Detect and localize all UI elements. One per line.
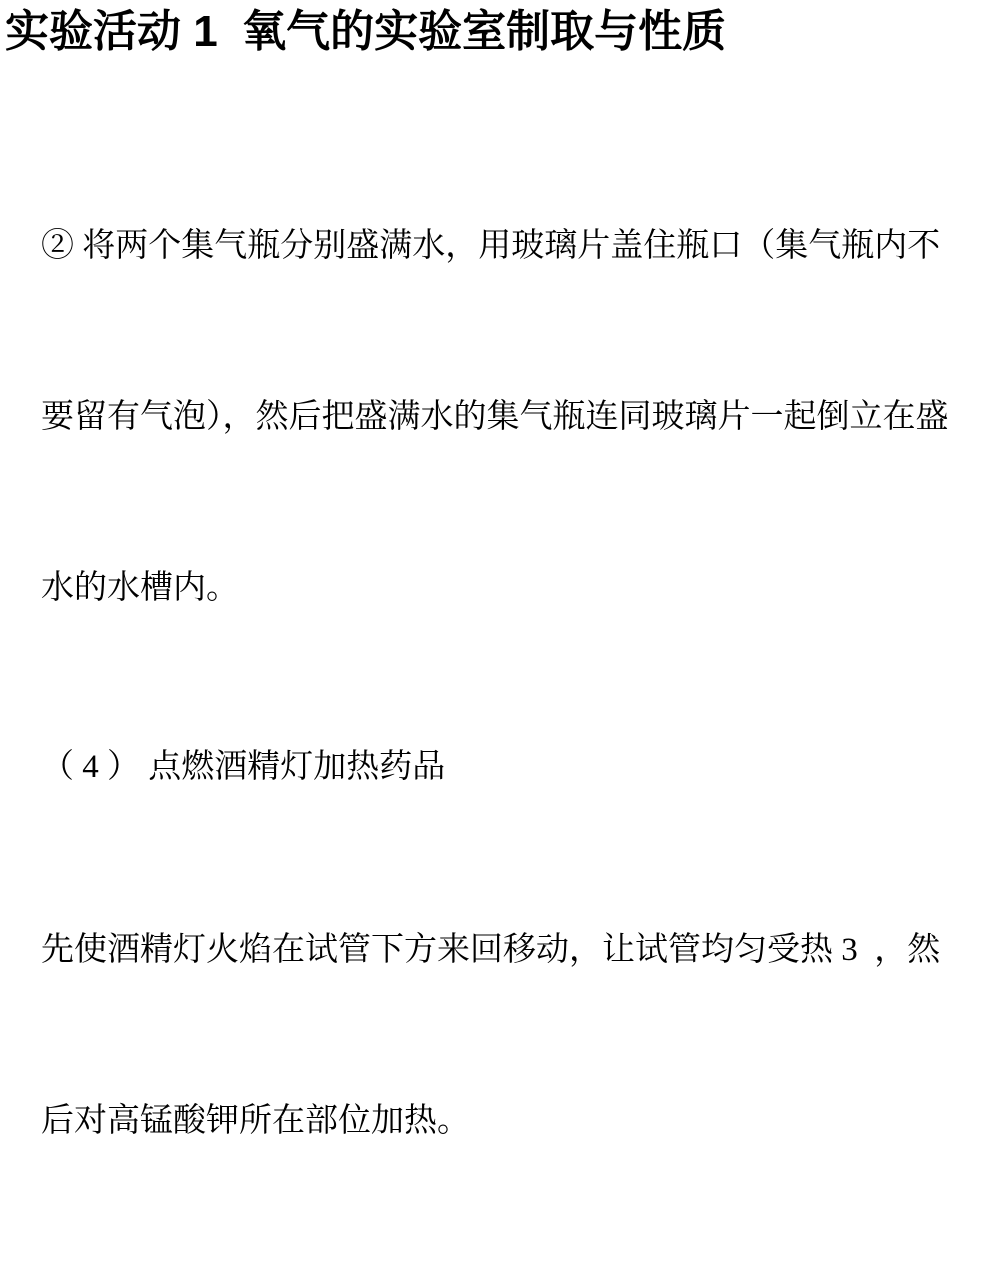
text-line: 先使酒精灯火焰在试管下方来回移动，让试管均匀受热 3 ，然 bbox=[41, 932, 941, 968]
paragraph-step2 bbox=[41, 104, 981, 731]
slide-title: 实验活动 1 氧气的实验室制取与性质 bbox=[5, 7, 727, 56]
text-line: 后对高锰酸钾所在部位加热。 bbox=[41, 1103, 470, 1139]
text-line: ② 将两个集气瓶分别盛满水，用玻璃片盖住瓶口（集气瓶内不 bbox=[41, 228, 941, 264]
paragraph-step4-heading: （ 4 ） 点燃酒精灯加热药品 bbox=[41, 749, 446, 785]
text-line: 要留有气泡），然后把盛满水的集气瓶连同玻璃片一起倒立在盛 bbox=[41, 399, 949, 435]
slide-body bbox=[41, 104, 981, 1264]
text-line: 水的水槽内。 bbox=[41, 570, 239, 606]
paragraph-step4-detail bbox=[41, 808, 981, 1264]
